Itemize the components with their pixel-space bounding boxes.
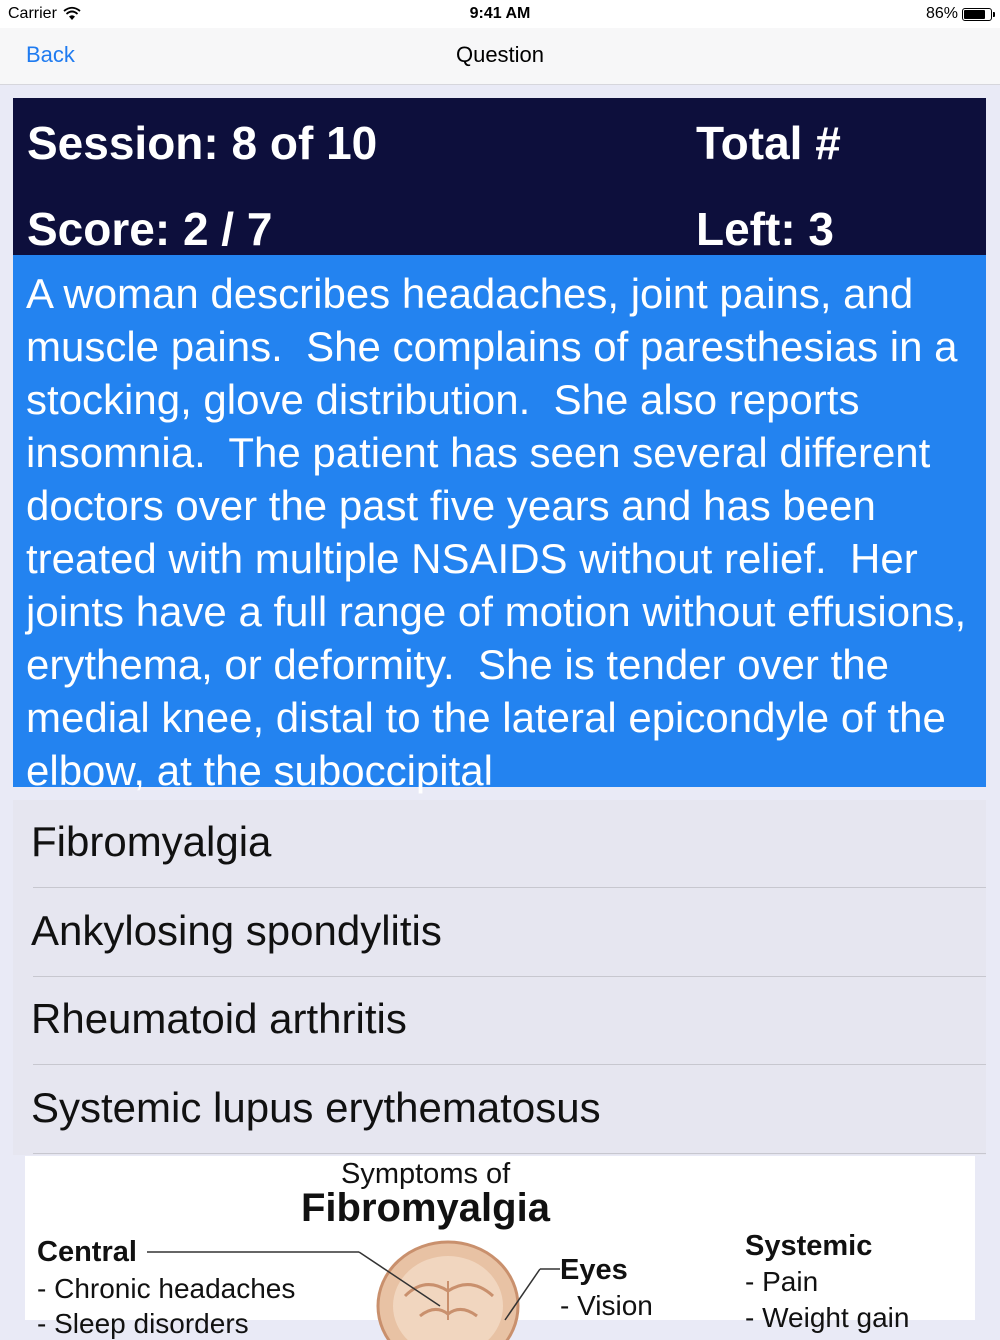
battery-indicator bbox=[926, 5, 992, 23]
systemic-heading: Systemic bbox=[745, 1230, 873, 1262]
carrier-label: Carrier bbox=[8, 5, 57, 22]
central-heading: Central bbox=[37, 1236, 137, 1268]
eyes-heading: Eyes bbox=[560, 1254, 628, 1286]
divider bbox=[33, 887, 986, 888]
central-item: - Sleep disorders bbox=[37, 1308, 249, 1339]
page-title: Question bbox=[455, 42, 545, 67]
question-text: A woman describes headaches, joint pains, and muscle pains. She complains of paresthesias in a stocking, glove distribution. She also reports insomnia. The patient has seen several different doctors over the past five years and has been treated with multiple NSAIDS without relief. Her joints have a full range of motion without effusions, erythema, or deformity. She is tender over the medial knee, distal to the lateral epicondyle of the elbow, at the suboccipital bbox=[26, 270, 978, 794]
question-panel[interactable] bbox=[13, 255, 986, 794]
figure-title: Fibromyalgia bbox=[301, 1186, 550, 1230]
score-counter: Score: 2 / 7 bbox=[27, 203, 273, 255]
back-button[interactable]: Back bbox=[26, 42, 75, 67]
battery-percent: 86% bbox=[925, 5, 958, 22]
answer-option-1[interactable] bbox=[13, 800, 986, 888]
answer-label: Rheumatoid arthritis bbox=[31, 995, 407, 1042]
answer-list bbox=[13, 800, 986, 1155]
answer-label: Systemic lupus erythematosus bbox=[31, 1084, 601, 1131]
divider bbox=[33, 1064, 986, 1065]
answer-option-3[interactable] bbox=[13, 977, 986, 1065]
systemic-item: - Pain bbox=[745, 1266, 819, 1297]
answer-label: Fibromyalgia bbox=[31, 818, 272, 865]
session-counter: Session: 8 of 10 bbox=[27, 117, 378, 169]
session-info-panel bbox=[13, 98, 986, 255]
answer-label: Ankylosing spondylitis bbox=[31, 907, 442, 954]
systemic-item: - Weight gain bbox=[745, 1302, 910, 1333]
symptoms-illustration bbox=[25, 1156, 975, 1339]
answer-option-4[interactable] bbox=[13, 1066, 986, 1154]
eyes-item: - Vision bbox=[560, 1290, 653, 1321]
battery-icon bbox=[962, 8, 992, 21]
divider bbox=[33, 1153, 986, 1154]
status-bar bbox=[0, 0, 1000, 28]
answer-option-2[interactable] bbox=[13, 889, 986, 977]
figure-subtitle: Symptoms of bbox=[341, 1158, 511, 1190]
questions-left-counter: Left: 3 bbox=[696, 203, 834, 255]
navigation-bar bbox=[0, 28, 1000, 85]
central-item: - Chronic headaches bbox=[37, 1273, 296, 1304]
total-label: Total # bbox=[696, 117, 841, 169]
clock: 9:41 AM bbox=[469, 5, 531, 22]
